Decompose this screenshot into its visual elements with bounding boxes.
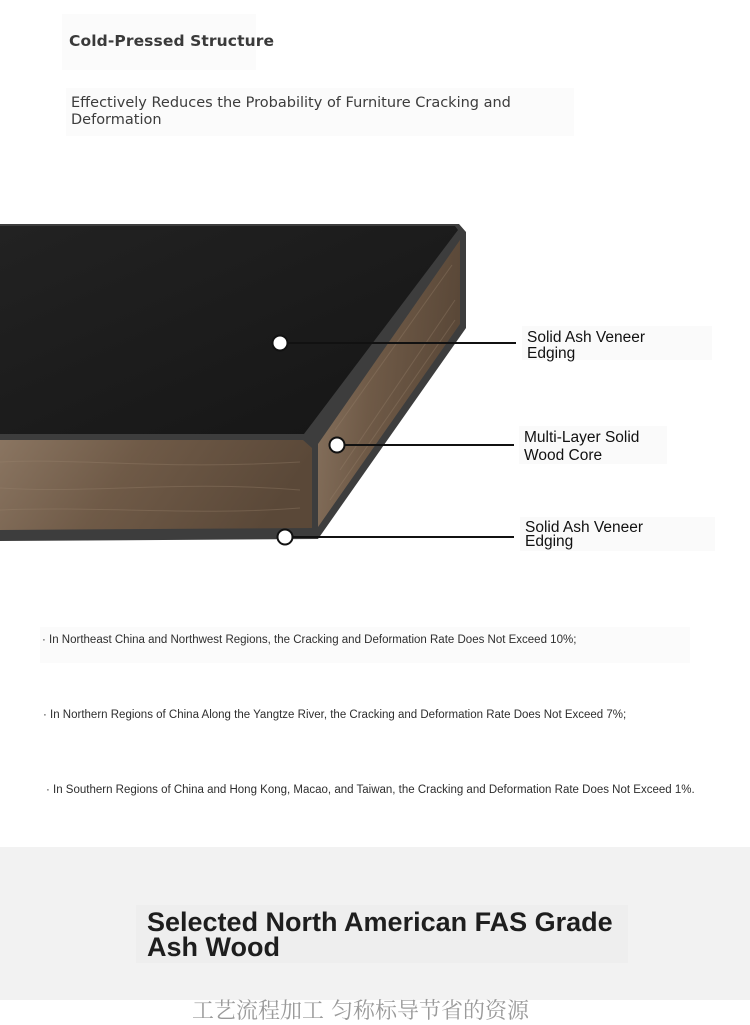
section-cn-text [192,990,582,1024]
section-title: Selected North American FAS Grade Ash Wood [147,907,613,962]
callout-dot-3 [278,530,293,545]
note-southern: · In Southern Regions of China and Hong Kong, Macao, and Taiwan, the Cracking and Deformation Rate Does Not Exceed 1%. [46,784,695,796]
wood-core-front [0,440,312,530]
callout-label-wood-core: Multi-Layer Solid Wood Core [524,429,640,464]
page-title: Cold-Pressed Structure [69,32,275,50]
note-yangtze: · In Northern Regions of China Along the Yangtze River, the Cracking and Deformation Rate Does Not Exceed 7%; [43,709,627,721]
section-cn-text-content: 工艺流程加工 匀称标导节省的资源 [192,999,529,1024]
callout-label-bottom-edging: Solid Ash Veneer Edging [525,519,644,550]
page-subtitle: Effectively Reduces the Probability of Furniture Cracking and Deformation [71,95,511,128]
callout-label-top-edging: Solid Ash Veneer Edging [527,329,646,362]
callout-dot-2 [330,438,345,453]
callout-dot-1 [273,336,288,351]
note-northeast: · In Northeast China and Northwest Regions, the Cracking and Deformation Rate Does Not Exceed 10%; [42,634,577,646]
